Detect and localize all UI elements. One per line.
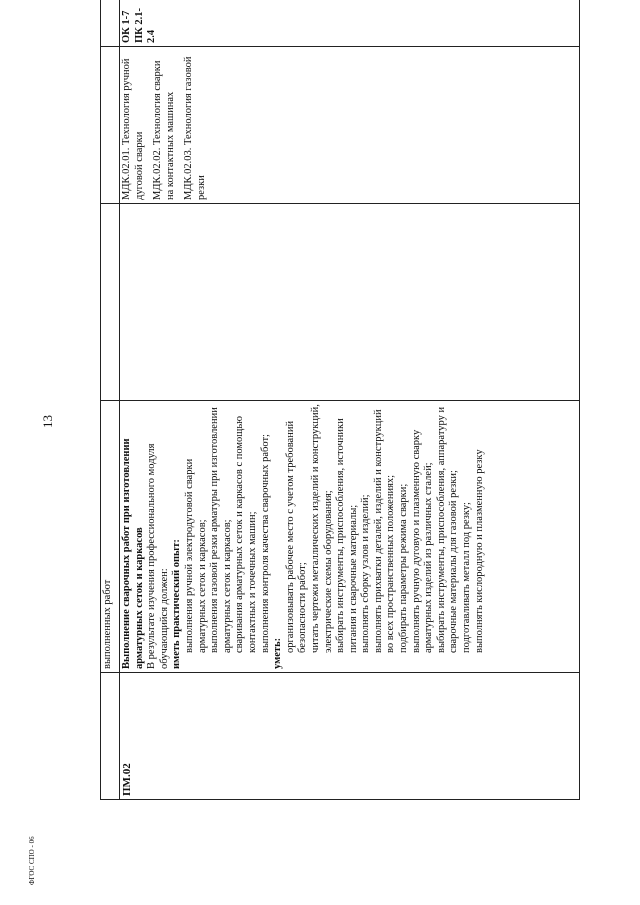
- list-item: выбирать инструменты, приспособления, источники питания и сварочные материалы;: [335, 418, 359, 653]
- list-item: подбирать параметры режима сварки;: [398, 483, 410, 653]
- list-item: выполнять прихватки деталей, изделий и конструкций во всех пространственных положениях;: [372, 409, 397, 653]
- list-item: читать чертежи металлических изделий и конструкций, электрические схемы оборудования;: [309, 404, 334, 653]
- module-description: [120, 401, 580, 673]
- experience-heading: иметь практический опыт:: [171, 539, 183, 669]
- experience-list: [184, 404, 272, 669]
- competencies-cell: [120, 0, 580, 47]
- module-title: Выполнение сварочных работ при изготовлении арматурных сеток и каркасов: [121, 438, 145, 669]
- footer-label: ФГОС СПО - 06: [28, 836, 36, 885]
- mdk-item: МДК.02.03. Технология газовой резки: [183, 56, 207, 200]
- list-item: выполнять кислородную и плазменную резку: [473, 449, 485, 653]
- page-number: 13: [40, 415, 55, 428]
- mdk-cell: [120, 47, 580, 204]
- competency-pk: ПК 2.1-2.4: [133, 7, 158, 43]
- list-item: выбирать инструменты, приспособления, аппаратуру и сварочные материалы для газовой резки;: [435, 406, 460, 653]
- rotated-table-wrapper: [100, 7, 580, 800]
- module-intro: В результате изучения профессионального модуля обучающийся должен:: [146, 443, 170, 669]
- list-item: подготавливать металл под резку;: [461, 502, 473, 653]
- competency-ok: ОК 1-7: [121, 10, 132, 43]
- mdk-item: МДК.02.01. Технология ручной дуговой сварки: [121, 58, 145, 200]
- list-item: организовывать рабочее место с учетом требований безопасности работ;: [284, 420, 309, 653]
- curriculum-table: [100, 0, 580, 800]
- mdk-item: МДК.02.02. Технология сварки на контактных машинах: [152, 60, 176, 200]
- table-row-module: [120, 0, 580, 800]
- skills-list: [285, 404, 487, 669]
- list-item: выполнения ручной электродуговой сварки арматурных сеток и каркасов;: [183, 458, 208, 653]
- list-item: выполнять ручную дуговую и плазменную сварку арматурных изделий из различных сталей;: [410, 429, 435, 653]
- table-row-header: [101, 0, 120, 800]
- list-item: выполнять сборку узлов и изделий;: [360, 494, 372, 653]
- list-item: выполнения газовой резки арматуры при изготовлении арматурных сеток и каркасов;: [209, 407, 233, 653]
- list-item: выполнения контроля качества сварочных работ;: [259, 434, 271, 653]
- header-cell: выполненных работ: [101, 401, 120, 673]
- module-code: ПМ.02: [120, 673, 580, 800]
- list-item: сваривания арматурных сеток и каркасов с помощью контактных и точечных машин;: [234, 415, 258, 653]
- skills-heading: уметь:: [272, 637, 284, 669]
